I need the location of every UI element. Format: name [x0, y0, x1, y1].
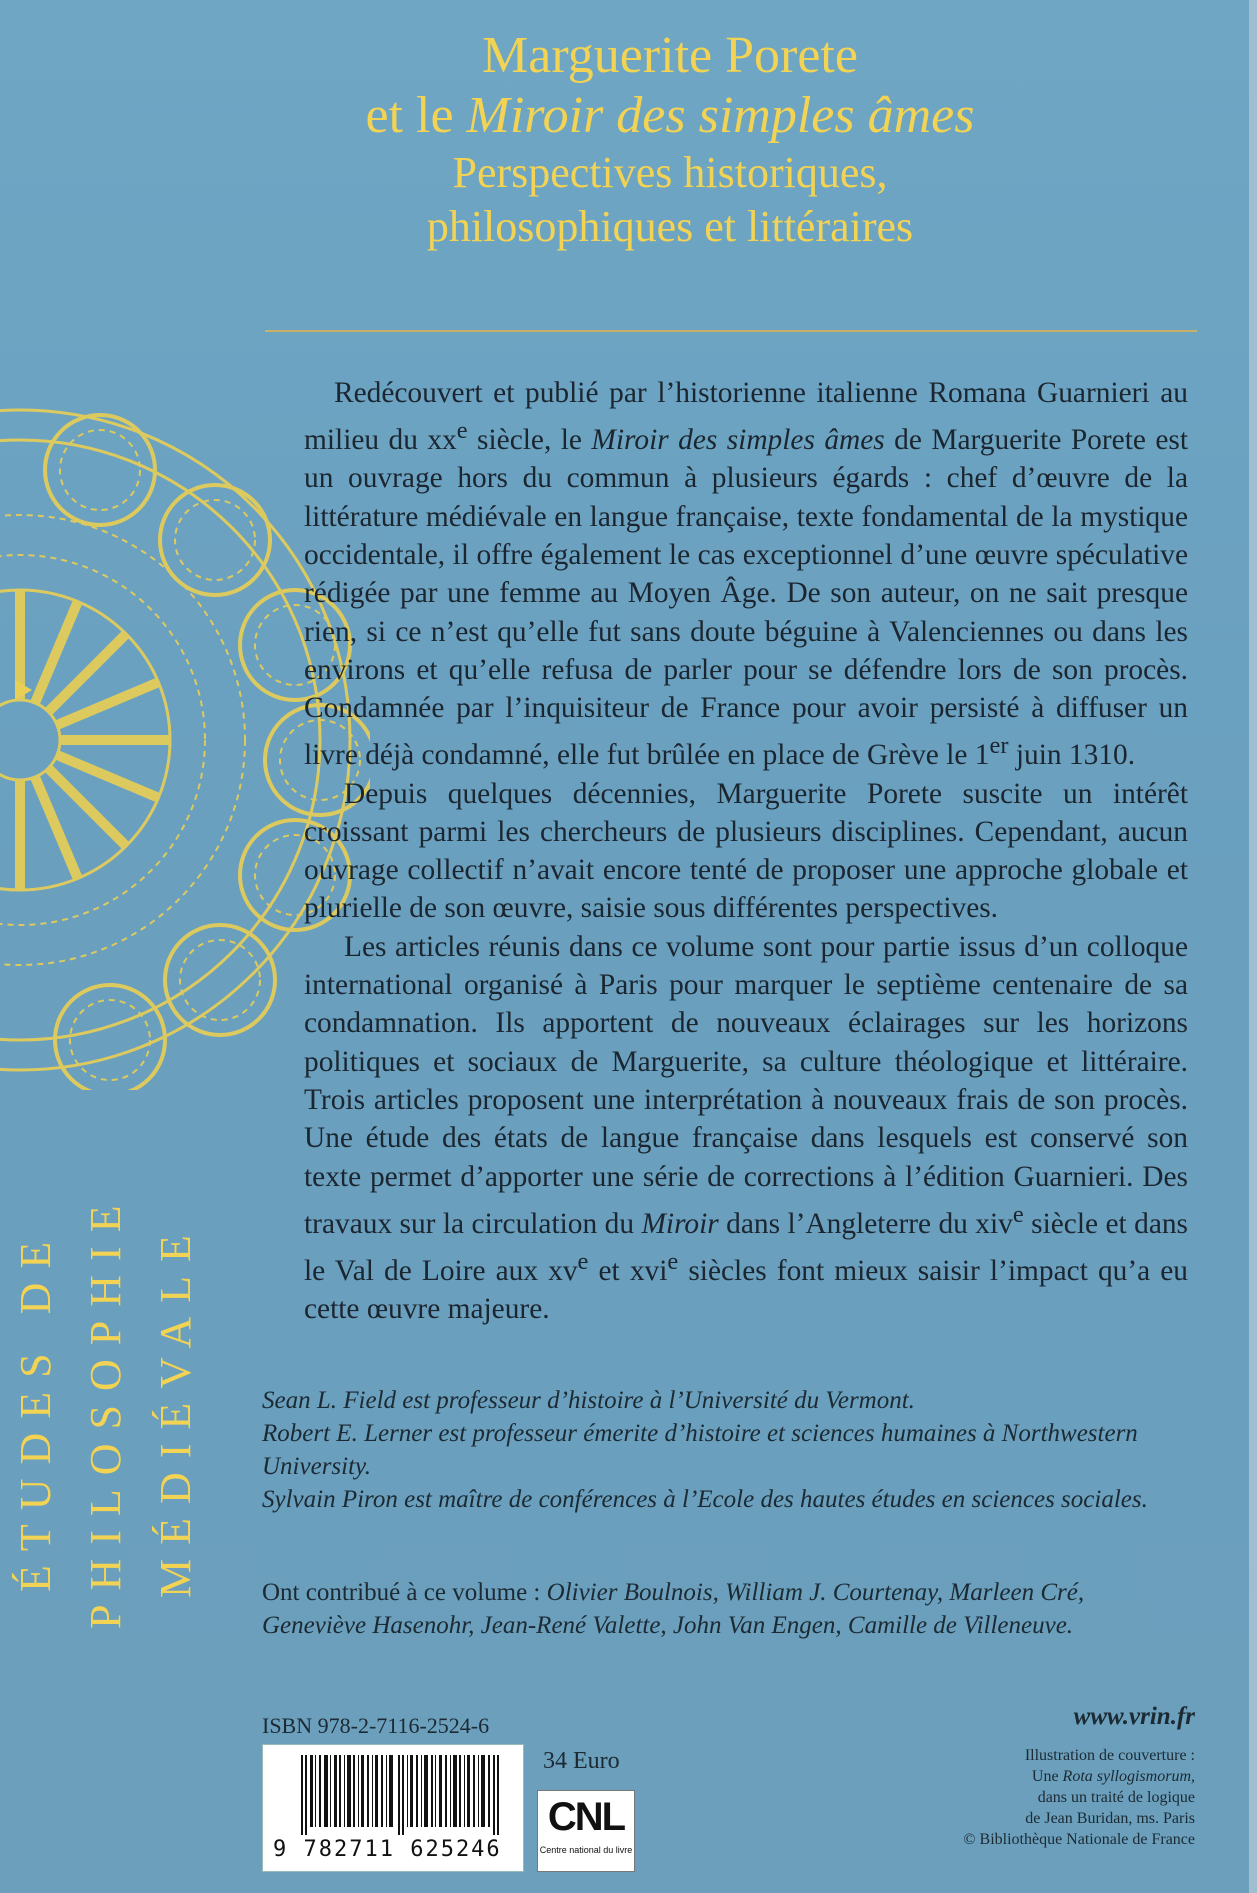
subtitle-line-1: Perspectives historiques,: [452, 148, 888, 197]
title-divider: [265, 330, 1197, 332]
cnl-logo: [537, 1790, 635, 1872]
text-run: siècle et dans le Val de Loire aux xv: [304, 1207, 1188, 1287]
text-run: ,: [1191, 1768, 1195, 1785]
text-run: de Marguerite Porete est un ouvrage hors du commun à plusieurs égards : chef d’œuvre de la littérature médiévale en langue française, texte fondamental de la mystique occidentale, il offre également le cas exceptionnel d’une œuvre spéculative rédigée par une femme au Moyen Âge. De son auteur, on ne sait presque rien, si ce n’est qu’elle fut sans doute béguine à Valenciennes ou dans les environs et qu’elle refusa de parler pour se défendre lors de son procès. Condamnée par l’inquisiteur de France pour avoir persisté à diffuser un livre déjà condamné, elle fut brûlée en place de Grève le 1: [304, 424, 1188, 772]
text-run: juin 1310.: [1008, 739, 1136, 772]
contributors: [262, 1576, 1192, 1642]
superscript: e: [577, 1247, 589, 1275]
blurb-paragraph-2: Depuis quelques décennies, Marguerite Porete suscite un intérêt croissant parmi les chercheurs de plusieurs disciplines. Cependant, aucun ouvrage collectif n’avait encore tenté de proposer une approche globale et plurielle de son œuvre, saisie sous différentes perspectives.: [304, 777, 1188, 925]
credit-line-1: Illustration de couverture :: [1024, 1747, 1195, 1764]
credit-line-3: dans un traité de logique: [1037, 1789, 1195, 1806]
publisher-url: www.vrin.fr: [1073, 1703, 1195, 1730]
text-run: Redécouvert et publié par l’historienne italienne Romana Guarnieri au milieu du xx: [304, 377, 1188, 457]
series-title-col-1: ÉTUDES DE: [11, 1227, 60, 1593]
text-run: et xvi: [588, 1254, 668, 1287]
contributors-label: Ont contribué à ce volume :: [262, 1579, 547, 1606]
text-run: dans l’Angleterre du xiv: [718, 1207, 1013, 1240]
blurb-paragraph-1: [304, 374, 1188, 775]
cnl-logo-caption: Centre national du livre: [539, 1845, 633, 1855]
title-line-2: [270, 86, 1070, 146]
barcode-bars: [301, 1755, 511, 1835]
credit-line-4: de Jean Buridan, ms. Paris: [1025, 1810, 1195, 1827]
series-title-col-3: MÉDIÉVALE: [151, 1221, 200, 1599]
text-run: Une: [1031, 1768, 1063, 1785]
text-run: Les articles réunis dans ce volume sont pour partie issus d’un colloque international organisé à Paris pour marquer le septième centenaire de sa condamnation. Ils apportent de nouveaux éclairages sur les horizons politiques et sociaux de Marguerite, sa culture théologique et littéraire. Trois articles proposent une interprétation à nouveaux frais de son procès. Une étude des états de langue française dans lesquels est conservé son texte permet d’apporter une série de corrections à l’édition Guarnieri. Des travaux sur la circulation du: [304, 930, 1188, 1240]
illustration-credit: [935, 1745, 1195, 1850]
series-title-col-2: PHILOSOPHIE: [81, 1191, 130, 1629]
author-bios: [262, 1384, 1192, 1516]
isbn: ISBN 978-2-7116-2524-6: [262, 1713, 490, 1738]
text-run: siècle, le: [467, 424, 592, 457]
text-run: siècles font mieux saisir l’impact qu’a eu cette œuvre majeure.: [304, 1254, 1189, 1326]
superscript: e: [456, 417, 468, 445]
author-bio-piron: Sylvain Piron est maître de conférences à l’Ecole des hautes études en sciences sociales.: [262, 1486, 1148, 1513]
series-title: [10, 1150, 230, 1670]
italic-title: Miroir: [641, 1207, 719, 1240]
blurb-paragraph-3: [304, 928, 1188, 1329]
price: 34 Euro: [543, 1748, 620, 1774]
superscript: e: [1012, 1200, 1024, 1228]
cover-edge: [1249, 0, 1257, 1893]
credit-line-5: © Bibliothèque Nationale de France: [963, 1831, 1195, 1848]
title-line-2-prefix: et le: [365, 87, 467, 144]
cnl-logo-text: CNL: [547, 1795, 625, 1839]
author-bio-field: Sean L. Field est professeur d’histoire à l’Université du Vermont.: [262, 1387, 915, 1414]
author-bio-lerner: Robert E. Lerner est professeur émerite d’histoire et sciences humaines à Northwestern University.: [262, 1420, 1138, 1480]
credit-line-2: [935, 1766, 1195, 1787]
book-title-italic: Miroir des simples âmes: [466, 87, 975, 144]
subtitle-line-2: philosophiques et littéraires: [426, 202, 914, 251]
superscript: er: [989, 732, 1009, 760]
barcode-digits: 9 782711 625246: [273, 1837, 502, 1862]
superscript: e: [667, 1247, 679, 1275]
contributors-names: Olivier Boulnois, William J. Courtenay, Marleen Cré, Geneviève Hasenohr, Jean-René Valette, John Van Engen, Camille de Villeneuve.: [262, 1579, 1085, 1639]
blurb: [304, 374, 1188, 1328]
barcode: [262, 1744, 524, 1872]
title-block: [270, 26, 1070, 254]
italic-title: Miroir des simples âmes: [591, 424, 885, 457]
italic-title: Rota syllogismorum: [1062, 1768, 1191, 1785]
title-line-1: Marguerite Porete: [482, 27, 858, 84]
